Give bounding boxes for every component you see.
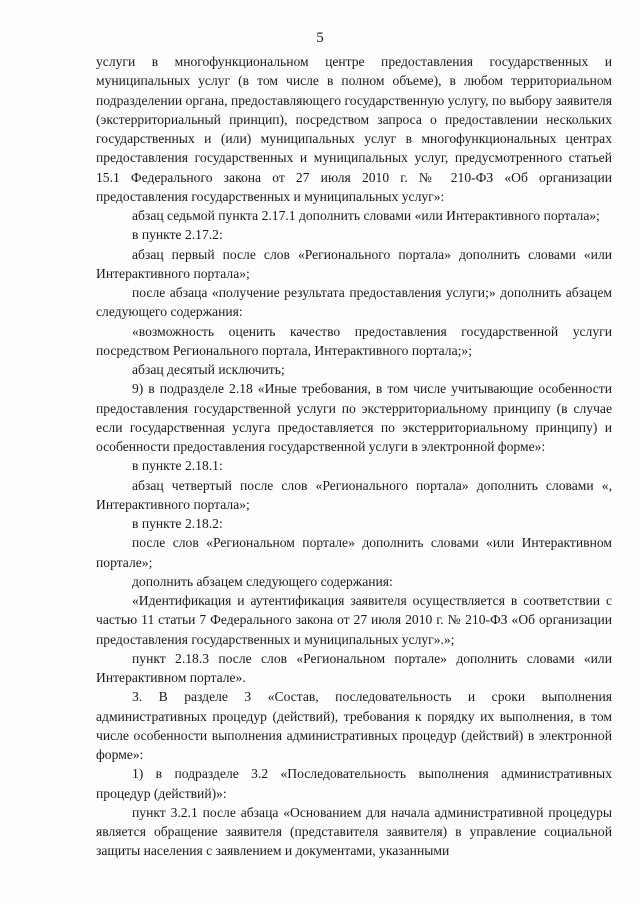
- paragraph: 3. В разделе 3 «Состав, последовательность и сроки выполнения административных процедур (действий), требования к порядку их выполнения, в том числе особенности выполнения административных процедур (действий) в электронной форме»:: [96, 689, 612, 762]
- paragraph: после слов «Региональном портале» дополнить словами «или Интерактивном портале»;: [96, 535, 612, 570]
- paragraph: в пункте 2.18.2:: [132, 516, 223, 531]
- paragraph: дополнить абзацем следующего содержания:: [132, 573, 393, 589]
- paragraph: абзац десятый исключить;: [132, 362, 285, 377]
- paragraph: после абзаца «получение результата предоставления услуги;» дополнить абзацем следующего содержания:: [96, 285, 612, 320]
- document-body: [96, 52, 612, 861]
- paragraph: абзац первый после слов «Регионального портала» дополнить словами «или Интерактивного портала»;: [96, 246, 612, 281]
- paragraph: пункт 2.18.3 после слов «Региональном портале» дополнить словами «или Интерактивном портале».: [96, 650, 612, 685]
- paragraph: 1) в подразделе 3.2 «Последовательность выполнения административных процедур (действий)»:: [96, 766, 612, 801]
- paragraph: 9) в подразделе 2.18 «Иные требования, в том числе учитывающие особенности предоставления государственной услуги по экстерриториальному принципу (в случае если государственная услуга предоставляется по экстерриториальному принципу) и особенности предоставления государственной услуги в электронной форме»:: [96, 381, 612, 454]
- paragraph: пункт 3.2.1 после абзаца «Основанием для начала административной процедуры является обращение заявителя (представителя заявителя) в управление социальной защиты населения с заявлением и документами, указанными: [96, 804, 612, 859]
- paragraph: абзац четвертый после слов «Регионального портала» дополнить словами «, Интерактивного портала»;: [96, 477, 612, 512]
- paragraph: абзац седьмой пункта 2.17.1 дополнить словами «или Интерактивного портала»;: [132, 208, 600, 223]
- paragraph: услуги в многофункциональном центре предоставления государственных и муниципальных услуг (в том числе в полном объеме), в любом территориальном подразделении органа, предоставляющего государственную услугу, по выбору заявителя (экстерриториальный принцип), посредством запроса о предоставлении нескольких государственных и (или) муниципальных услуг в многофункциональных центрах предоставления государственных и муниципальных услуг, предусмотренного статьей 15.1 Федерального закона от 27 июля 2010 г. № 210-ФЗ «Об организации предоставления государственных и муниципальных услуг»:: [96, 54, 612, 204]
- paragraph: «Идентификация и аутентификация заявителя осуществляется в соответствии с частью 11 статьи 7 Федерального закона от 27 июля 2010 г. № 210-ФЗ «Об организации предоставления государственных и муниципальных услуг».»;: [96, 593, 612, 647]
- page-number: 5: [316, 30, 324, 46]
- paragraph: «возможность оценить качество предоставления государственной услуги посредством Регионального портала, Интерактивного портала;»;: [96, 323, 612, 358]
- paragraph: в пункте 2.17.2:: [132, 227, 223, 243]
- paragraph: в пункте 2.18.1:: [132, 458, 223, 474]
